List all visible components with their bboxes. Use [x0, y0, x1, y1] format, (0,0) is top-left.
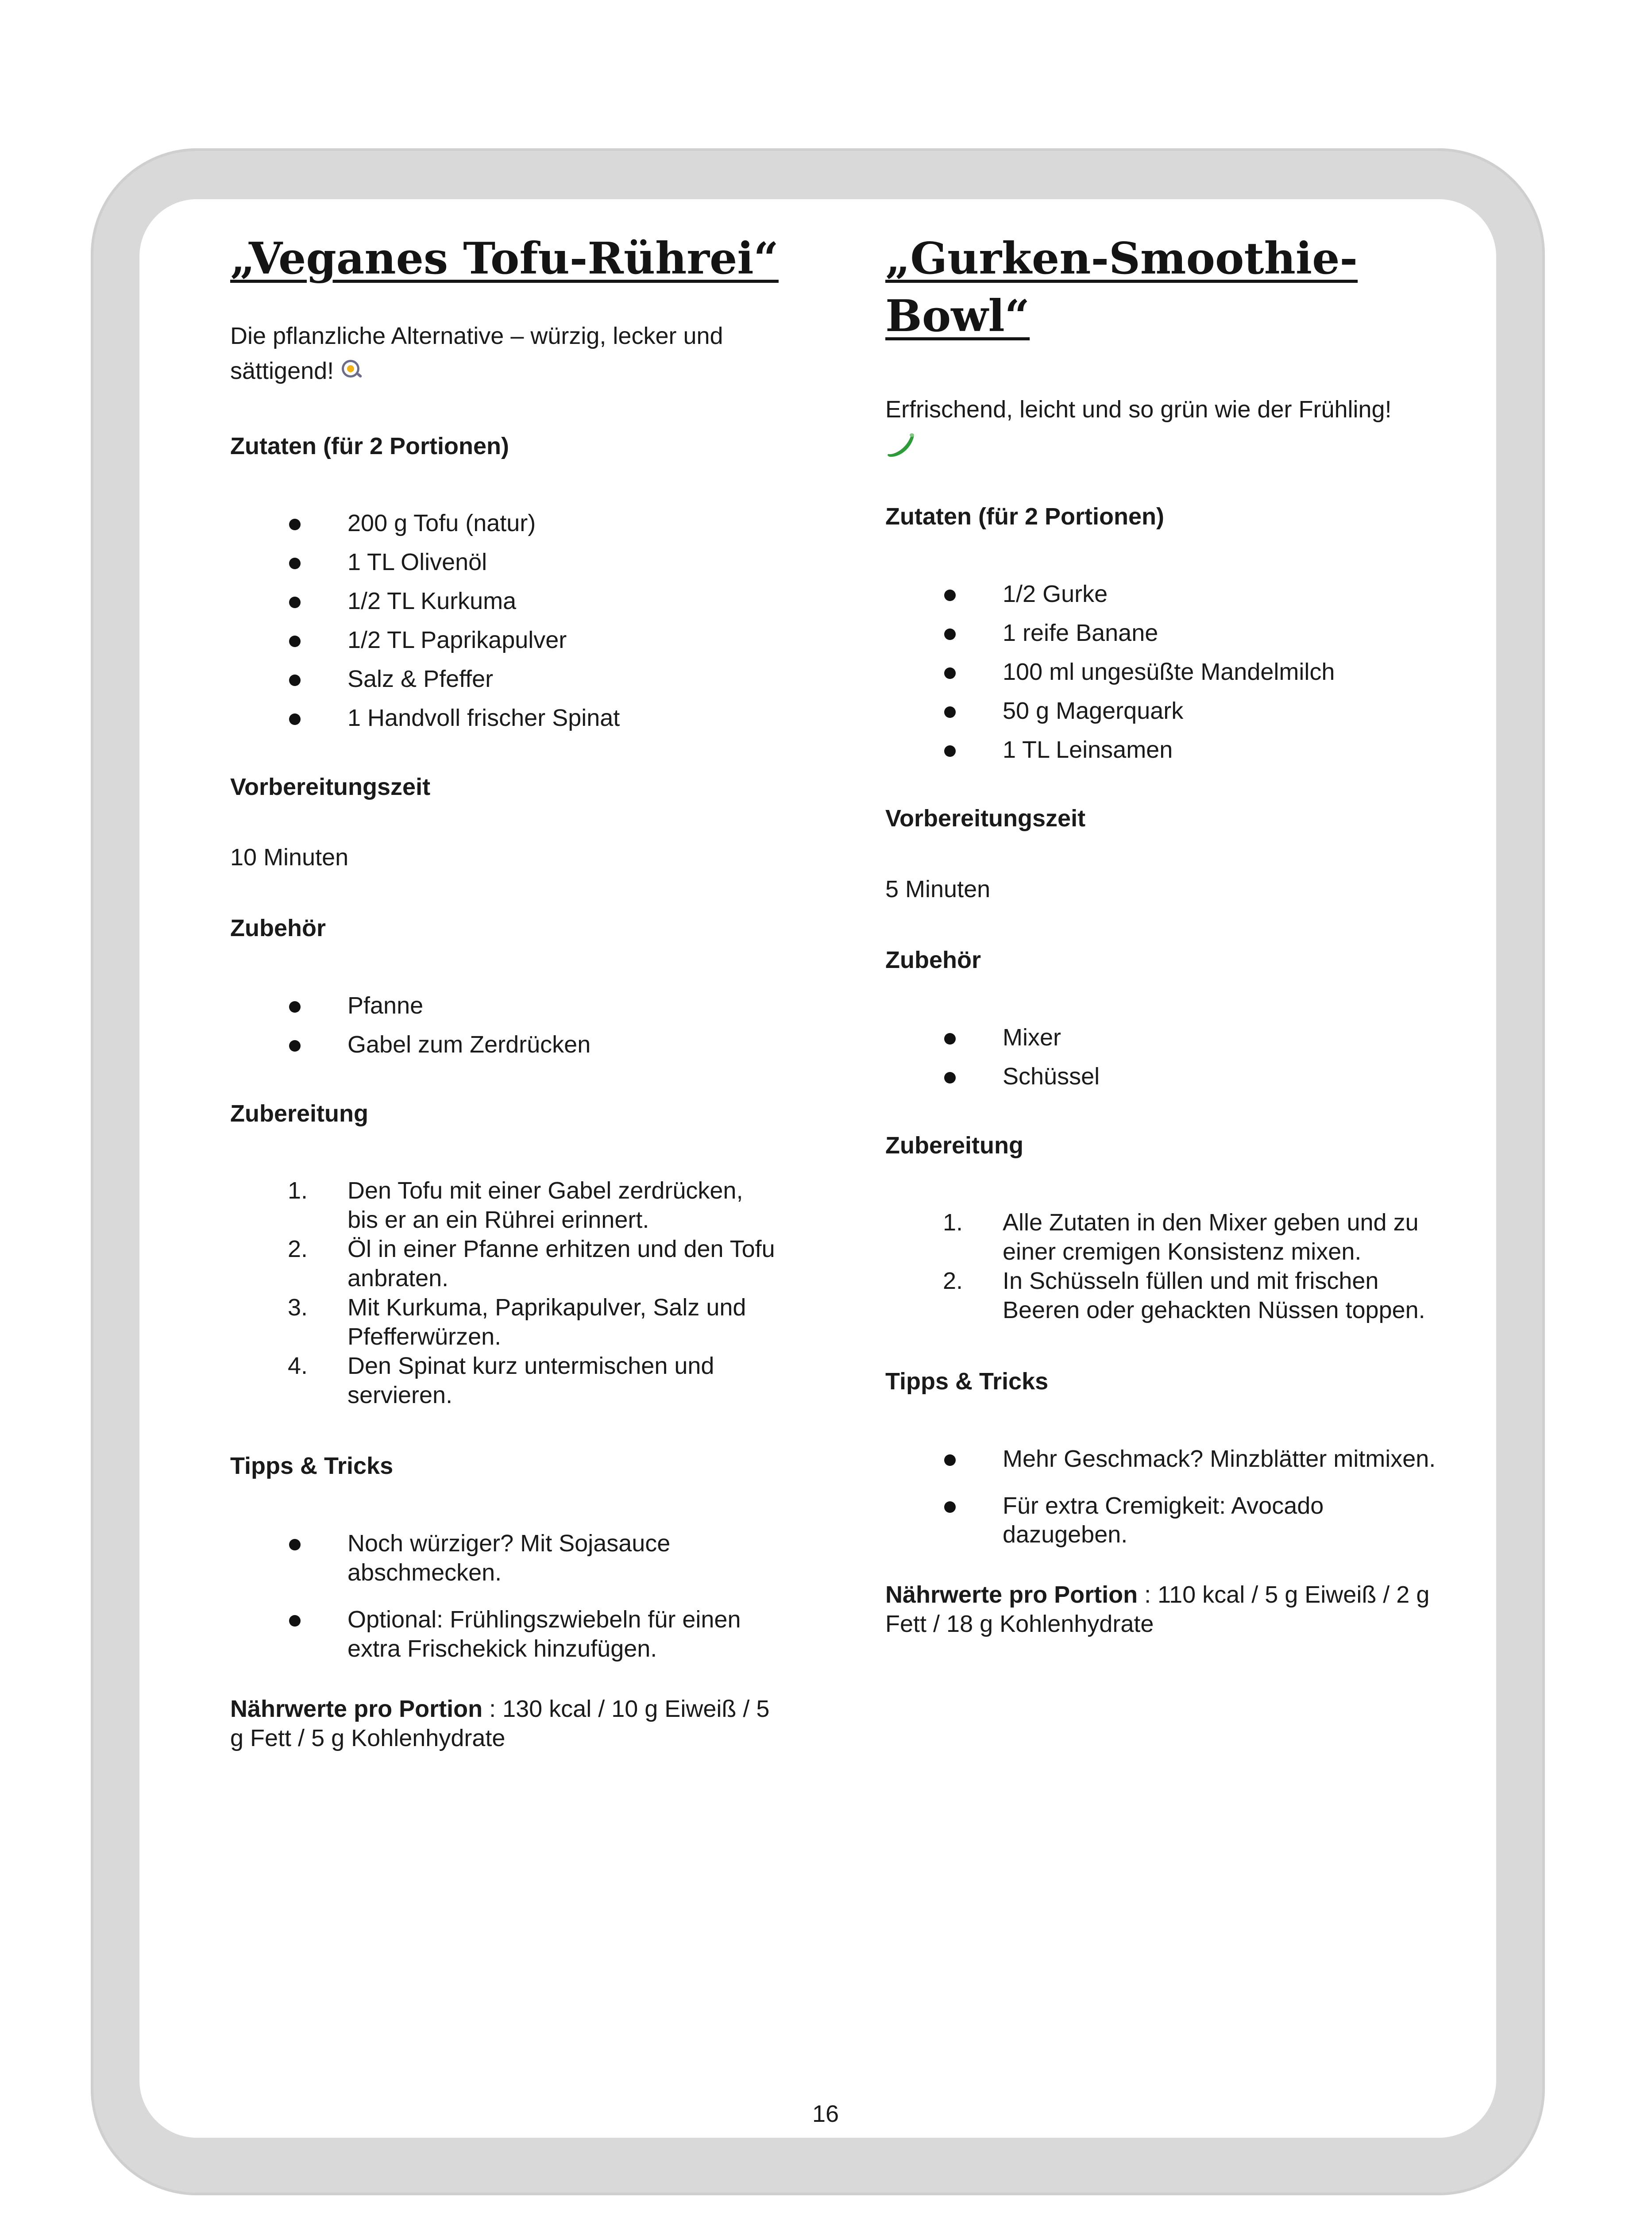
nutrition-value: : 130 kcal / 10 g Eiweiß / 5 g Fett / 5 g Kohlenhydrate: [230, 1695, 770, 1751]
recipe-intro: [885, 392, 1447, 467]
bullet: [289, 519, 301, 530]
ingredients-heading: Zutaten (für 2 Portionen): [230, 432, 509, 459]
list-item: 1/2 TL Paprikapulver: [230, 626, 779, 655]
tools-heading: Zubehör: [230, 915, 326, 942]
list-item: 100 ml ungesüßte Mandelmilch: [885, 658, 1447, 687]
list-item: 1/2 TL Kurkuma: [230, 587, 779, 616]
bullet: [289, 558, 301, 569]
list-item: Salz & Pfeffer: [230, 665, 779, 694]
list-item: 1 Handvoll frischer Spinat: [230, 704, 779, 733]
prep-time: 10 Minuten: [230, 844, 349, 871]
bullet: [944, 590, 956, 601]
nutrition-info: [230, 1695, 779, 1753]
nutrition-info: [885, 1581, 1447, 1639]
steps-heading: Zubereitung: [885, 1132, 1023, 1159]
bullet: [289, 1615, 301, 1627]
intro-text: Die pflanzliche Alternative – würzig, lecker und sättigend!: [230, 323, 723, 384]
bullet: [944, 1033, 956, 1045]
recipe-title: „Veganes Tofu-Rührei“: [230, 233, 779, 284]
nutrition-label: Nährwerte pro Portion: [230, 1695, 483, 1722]
steps-list: [230, 1176, 779, 1410]
bullet: [944, 745, 956, 757]
bullet: [289, 1539, 301, 1550]
bullet: [289, 713, 301, 725]
list-item: Gabel zum Zerdrücken: [230, 1030, 779, 1060]
list-item: Optional: Frühlingszwiebeln für einen extra Frischekick hinzufügen.: [230, 1605, 779, 1664]
recipe-tofu-ruehrei: [230, 230, 779, 1753]
nutrition-value: : 110 kcal / 5 g Eiweiß / 2 g Fett / 18 g Kohlenhydrate: [885, 1581, 1430, 1638]
bullet: [944, 1454, 956, 1466]
egg-pan-icon: [339, 355, 362, 389]
bullet: [944, 628, 956, 640]
ingredients-list: [885, 580, 1447, 764]
nutrition-label: Nährwerte pro Portion: [885, 1581, 1138, 1608]
list-item: Für extra Cremigkeit: Avocado dazugeben.: [885, 1492, 1447, 1550]
prep-heading: Vorbereitungszeit: [230, 773, 431, 800]
step-item: 4. Den Spinat kurz untermischen und servieren.: [288, 1352, 714, 1408]
ingredients-list: [230, 509, 779, 733]
recipe-gurken-smoothie-bowl: [885, 230, 1447, 1639]
bullet: [944, 1072, 956, 1083]
list-item: Pfanne: [230, 991, 779, 1021]
page-number: 16: [812, 2101, 839, 2127]
steps-heading: Zubereitung: [230, 1100, 368, 1127]
list-item: 200 g Tofu (natur): [230, 509, 779, 538]
step-item: 3. Mit Kurkuma, Paprikapulver, Salz und Pfefferwürzen.: [288, 1294, 746, 1350]
list-item: 1 TL Olivenöl: [230, 548, 779, 577]
ingredients-heading: Zutaten (für 2 Portionen): [885, 503, 1164, 530]
tools-heading: Zubehör: [885, 947, 981, 974]
bullet: [289, 636, 301, 647]
tips-heading: Tipps & Tricks: [230, 1453, 394, 1480]
list-item: 50 g Magerquark: [885, 697, 1447, 726]
bullet: [289, 675, 301, 686]
step-item: 1. Alle Zutaten in den Mixer geben und zu einer cremigen Konsistenz mixen.: [943, 1209, 1419, 1265]
steps-list: [885, 1208, 1447, 1325]
recipe-title: „Gurken-Smoothie-Bowl“: [885, 233, 1358, 342]
intro-text: Erfrischend, leicht und so grün wie der Frühling!: [885, 396, 1392, 423]
step-item: 1. Den Tofu mit einer Gabel zerdrücken, bis er an ein Rührei erinnert.: [288, 1177, 743, 1234]
tools-list: [230, 991, 779, 1060]
bullet: [944, 706, 956, 718]
bullet: [944, 667, 956, 679]
tips-heading: Tipps & Tricks: [885, 1368, 1049, 1395]
list-item: Mixer: [885, 1023, 1447, 1053]
bullet: [289, 597, 301, 608]
bullet: [289, 1001, 301, 1013]
prep-time: 5 Minuten: [885, 876, 991, 903]
tips-list: [885, 1445, 1447, 1550]
list-item: 1 reife Banane: [885, 619, 1447, 648]
step-item: 2. In Schüsseln füllen und mit frischen Beeren oder gehackten Nüssen toppen.: [943, 1268, 1425, 1323]
cucumber-icon: [885, 431, 1447, 467]
tips-list: [230, 1529, 779, 1664]
prep-heading: Vorbereitungszeit: [885, 805, 1086, 832]
list-item: 1 TL Leinsamen: [885, 736, 1447, 765]
list-item: 1/2 Gurke: [885, 580, 1447, 609]
tools-list: [885, 1023, 1447, 1091]
list-item: Schüssel: [885, 1062, 1447, 1091]
recipe-intro: [230, 319, 779, 389]
bullet: [289, 1040, 301, 1052]
list-item: Noch würziger? Mit Sojasauce abschmecken.: [230, 1529, 779, 1588]
step-item: 2. Öl in einer Pfanne erhitzen und den Tofu anbraten.: [288, 1236, 775, 1292]
bullet: [944, 1501, 956, 1513]
list-item: Mehr Geschmack? Minzblätter mitmixen.: [885, 1445, 1447, 1474]
